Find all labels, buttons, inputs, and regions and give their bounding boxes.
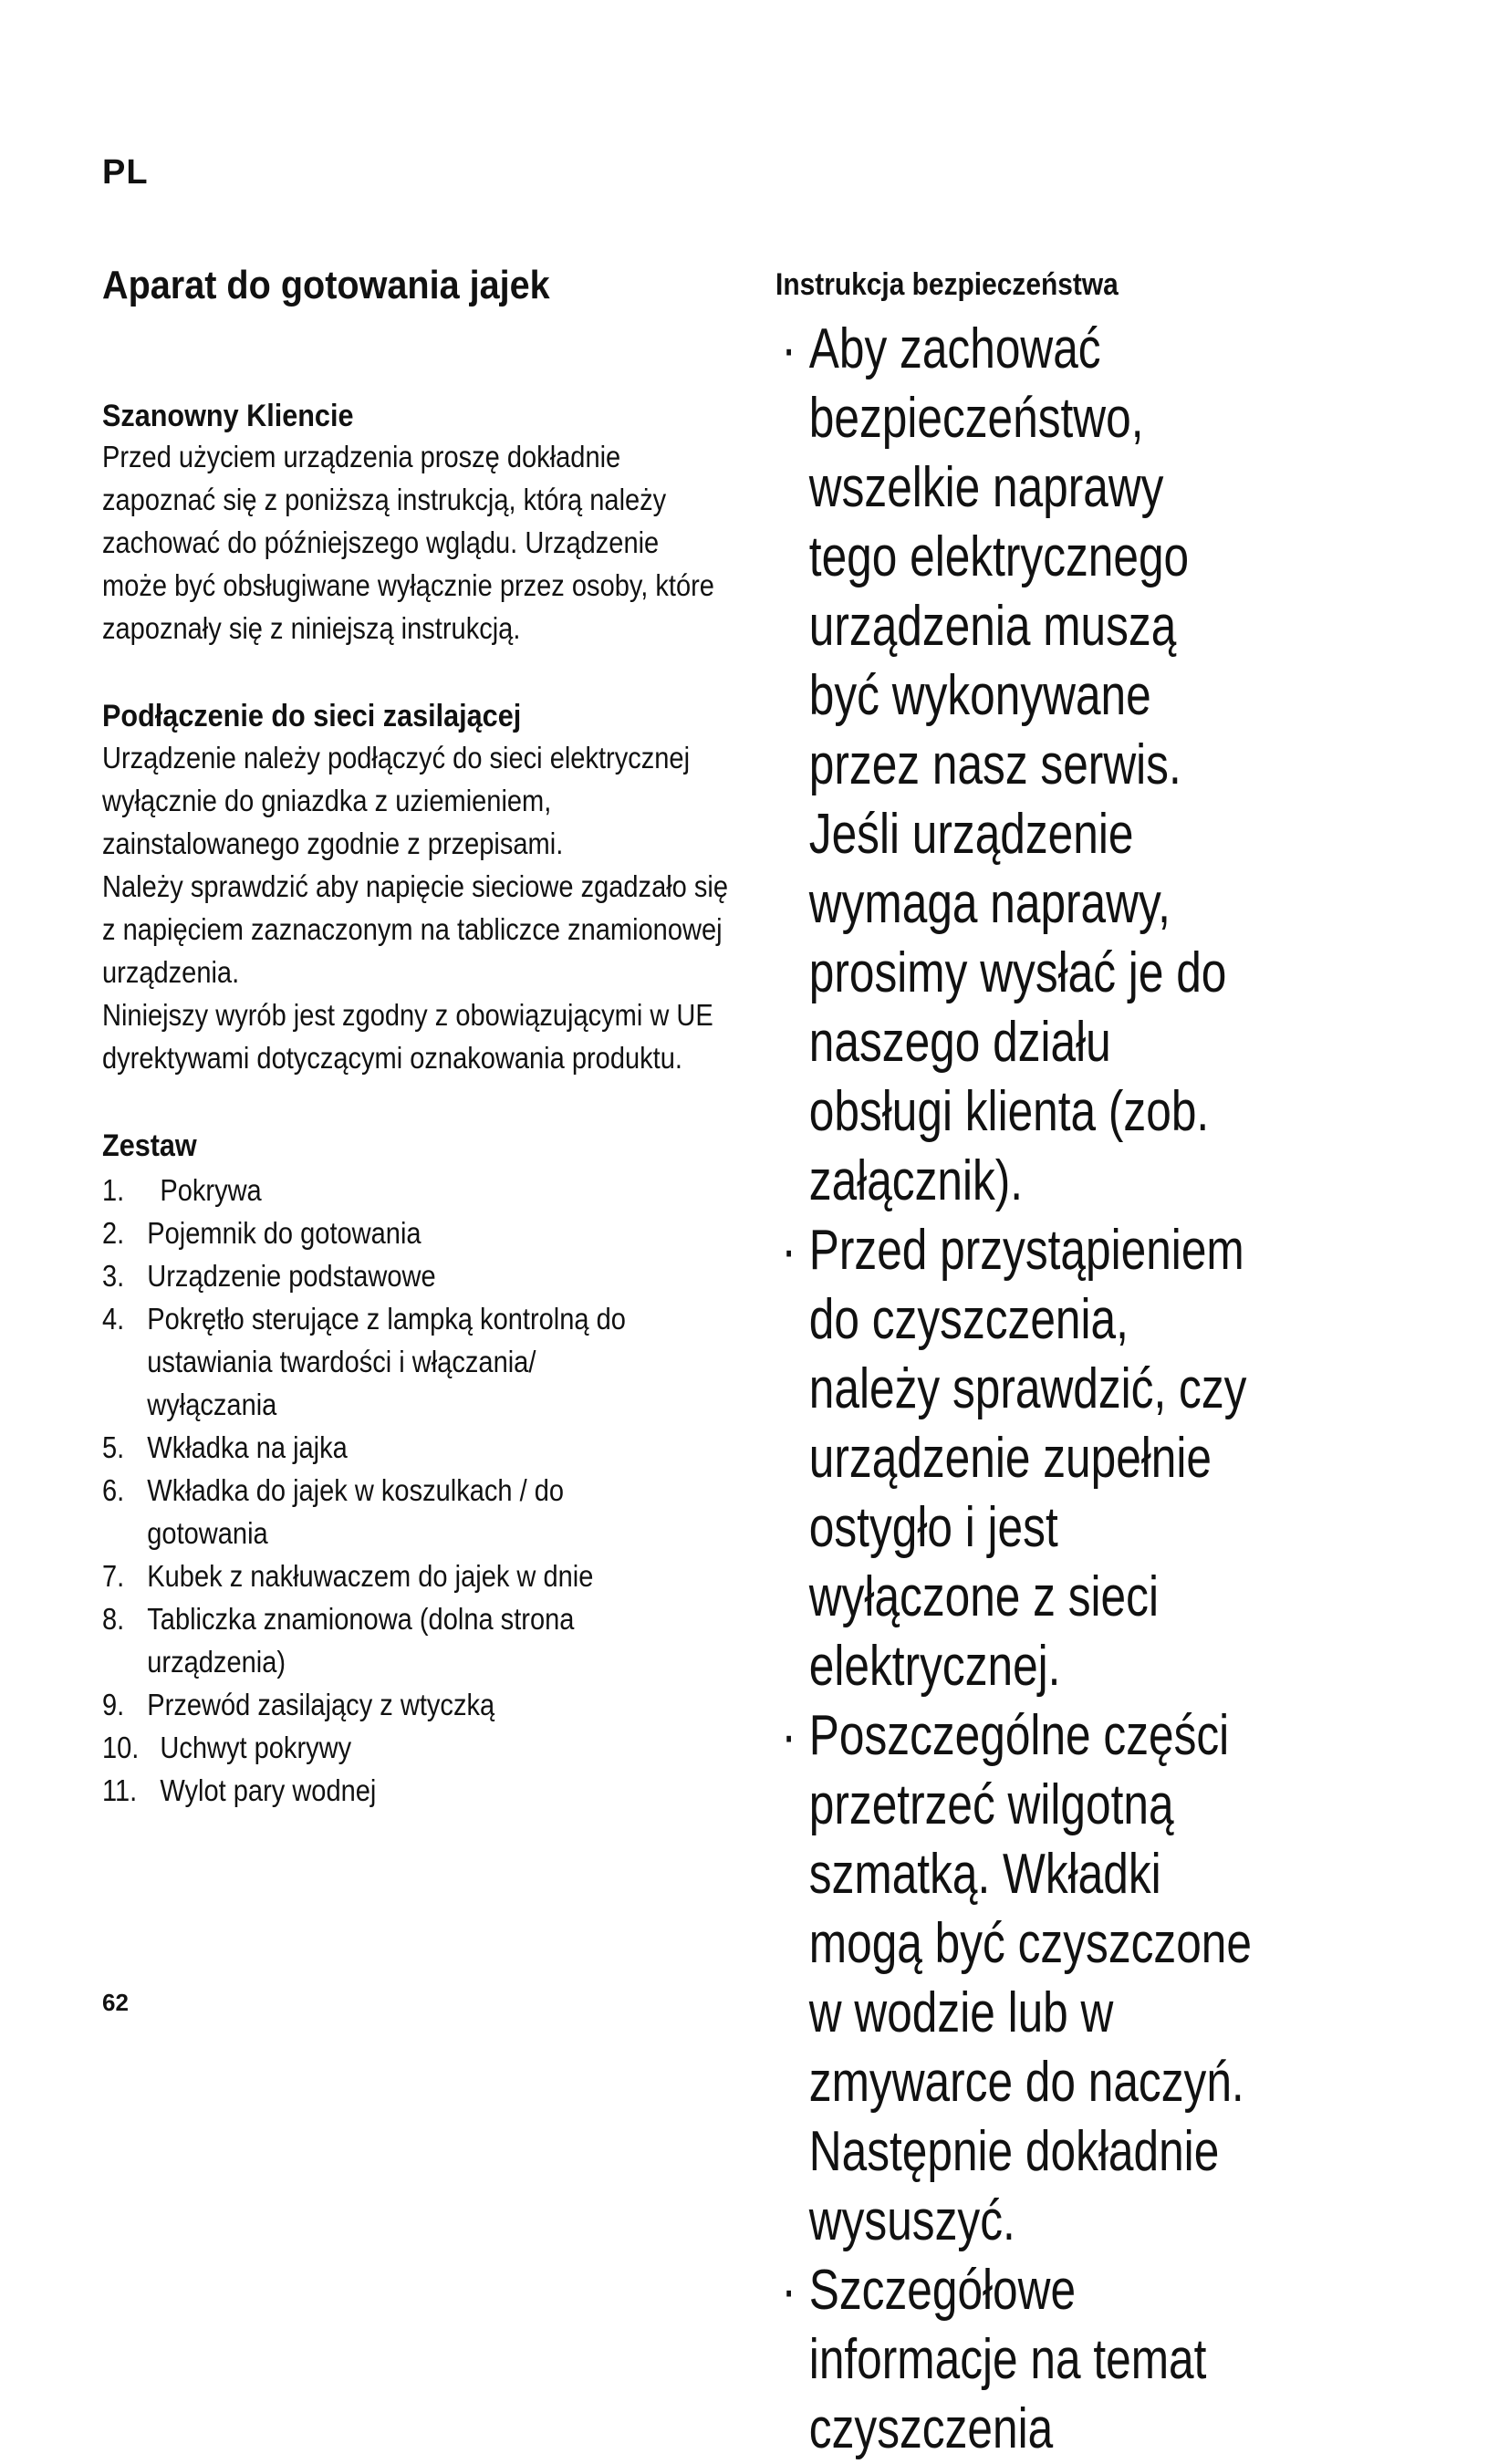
list-item (102, 1297, 728, 1426)
list-item (102, 1726, 728, 1769)
safety-item (775, 1701, 1262, 2256)
list-item (102, 1211, 728, 1254)
safety-item (775, 1216, 1247, 1701)
safety-item-text: Aby zachować bezpieczeństwo, wszelkie naprawy tego elektrycznego urządzenia muszą być wykonywane przez nasz serwis. Jeśli urządzenie wymaga naprawy, prosimy wysłać je do naszego działu obsługi klienta (zob. załącznik). (808, 317, 1227, 1212)
list-item-number: 8. (102, 1602, 125, 1637)
list-item-text: Kubek z nakłuwaczem do jajek w dnie (147, 1559, 594, 1594)
right-column (775, 266, 1414, 2464)
safety-list (775, 315, 1414, 2464)
list-item (102, 1426, 728, 1469)
list-item-number: 7. (102, 1559, 125, 1594)
list-item (102, 1597, 728, 1683)
list-item-text: Pokrętło sterujące z lampką kontrolną do ustawiania twardości i włączania/ wyłączania (147, 1302, 626, 1422)
bullet-icon: · (781, 1218, 796, 1282)
mains-connection-paragraph-1: Urządzenie należy podłączyć do sieci elektrycznej wyłącznie do gniazdka z uziemieniem, zainstalowanego zgodnie z przepisami. (102, 740, 691, 860)
list-item (102, 1769, 728, 1812)
list-item-text: Tabliczka znamionowa (dolna strona urządzenia) (147, 1602, 575, 1679)
list-item-text: Wylot pary wodnej (160, 1773, 377, 1808)
list-item-number: 1. (102, 1173, 125, 1208)
safety-item-text: Poszczególne części przetrzeć wilgotną szmatką. Wkładki mogą być czyszczone w wodzie lub w zmywarce do naczyń. Następnie dokładnie wysuszyć. (808, 1703, 1252, 2252)
list-item-number: 3. (102, 1259, 125, 1294)
list-item-text: Pojemnik do gotowania (147, 1216, 421, 1251)
dear-customer-heading: Szanowny Kliencie (102, 398, 354, 433)
list-item-number: 4. (102, 1302, 125, 1336)
safety-item (775, 2256, 1218, 2464)
list-item-number: 9. (102, 1688, 125, 1722)
list-item (102, 1554, 728, 1597)
language-code: PL (102, 153, 149, 192)
list-item (102, 1683, 728, 1726)
mains-connection-paragraph-3: Niniejszy wyrób jest zgodny z obowiązującymi w UE dyrektywami dotyczącymi oznakowania produktu. (102, 997, 713, 1075)
dear-customer-text: Przed użyciem urządzenia proszę dokładnie zapoznać się z poniższą instrukcją, którą należy zachować do późniejszego wglądu. Urządzenie może być obsługiwane wyłącznie przez osoby, które zapoznały się z niniejszą instrukcją. (102, 440, 714, 646)
list-item (102, 1469, 728, 1554)
list-item-number: 10. (102, 1731, 140, 1765)
parts-list (102, 1169, 728, 1812)
bullet-icon: · (781, 2258, 796, 2322)
list-item-number: 11. (102, 1773, 138, 1808)
list-item-number: 5. (102, 1430, 125, 1465)
list-item-text: Wkładka na jajka (147, 1430, 348, 1465)
safety-item-text: Szczegółowe informacje na temat czyszczenia (808, 2258, 1207, 2460)
list-item-text: Wkładka do jajek w koszulkach / do gotowania (147, 1473, 565, 1551)
list-item-text: Urządzenie podstawowe (147, 1259, 436, 1294)
contents-heading: Zestaw (102, 1128, 197, 1163)
list-item (102, 1254, 728, 1297)
mains-connection-paragraph-2: Należy sprawdzić aby napięcie sieciowe zgadzało się z napięciem zaznaczonym na tabliczce znamionowej urządzenia. (102, 868, 729, 989)
page-number: 62 (102, 1989, 129, 2016)
bullet-icon: · (781, 317, 796, 380)
safety-item (775, 315, 1247, 1216)
list-item-number: 2. (102, 1216, 125, 1251)
list-item-number: 6. (102, 1473, 125, 1508)
bullet-icon: · (781, 1703, 796, 1767)
left-column (102, 263, 741, 1812)
list-item-text: Pokrywa (160, 1173, 262, 1208)
safety-heading: Instrukcja bezpieczeństwa (775, 267, 1119, 302)
list-item-text: Uchwyt pokrywy (160, 1731, 352, 1765)
safety-item-text: Przed przystąpieniem do czyszczenia, należy sprawdzić, czy urządzenie zupełnie ostygło i jest wyłączone z sieci elektrycznej. (808, 1218, 1247, 1698)
list-item-text: Przewód zasilający z wtyczką (147, 1688, 495, 1722)
mains-connection-heading: Podłączenie do sieci zasilającej (102, 699, 522, 734)
document-title: Aparat do gotowania jajek (102, 263, 550, 307)
list-item (102, 1169, 728, 1211)
